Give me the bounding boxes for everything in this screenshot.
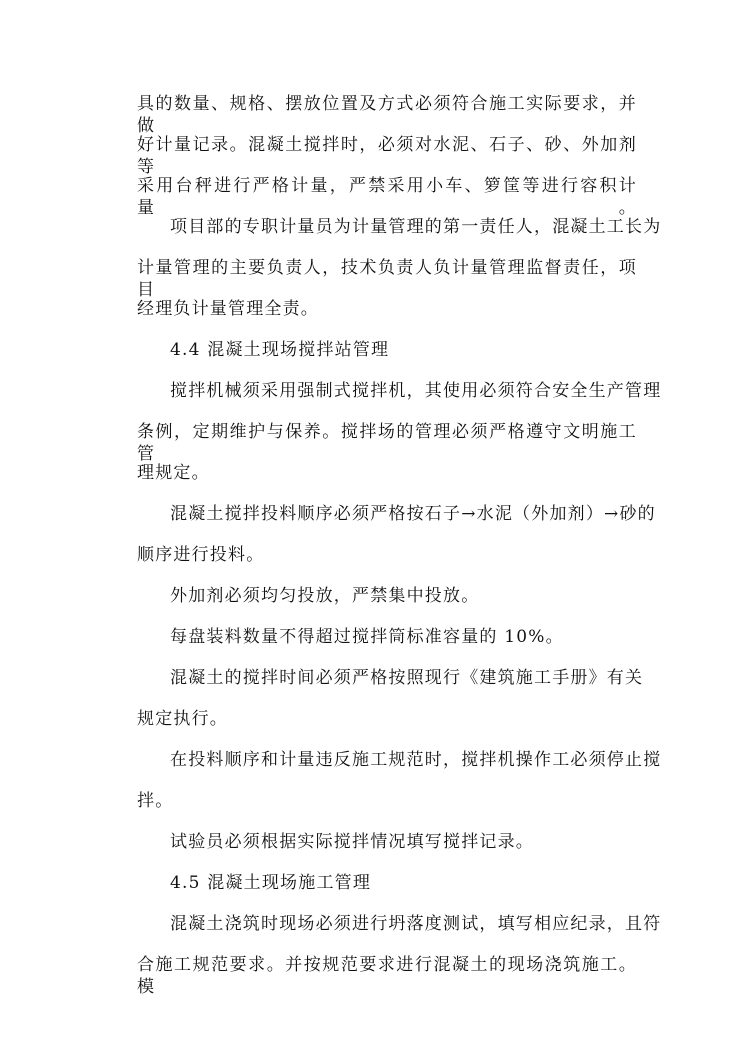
text-line: 经理负计量管理全责。 bbox=[137, 299, 319, 319]
text-line: 计量管理的主要负责人，技术负责人负计量管理监督责任，项目 bbox=[137, 258, 637, 300]
text-line: 规定执行。 bbox=[137, 709, 228, 729]
text-line: 条例，定期维护与保养。搅拌场的管理必须严格遵守文明施工管 bbox=[137, 422, 637, 464]
text-line: 外加剂必须均匀投放，严禁集中投放。 bbox=[170, 586, 480, 606]
text-line: 每盘装料数量不得超过搅拌筒标准容量的 10%。 bbox=[170, 627, 564, 647]
section-heading: 4.4 混凝土现场搅拌站管理 bbox=[170, 340, 390, 360]
text-line: 合施工规范要求。并按规范要求进行混凝土的现场浇筑施工。模 bbox=[137, 955, 637, 997]
text-line: 拌。 bbox=[137, 791, 174, 811]
text-line: 具的数量、规格、摆放位置及方式必须符合施工实际要求，并做 bbox=[137, 94, 637, 136]
text-line: 混凝土的搅拌时间必须严格按照现行《建筑施工手册》有关 bbox=[170, 668, 644, 688]
text-line: 理规定。 bbox=[137, 463, 210, 483]
text-line: 项目部的专职计量员为计量管理的第一责任人，混凝土工长为 bbox=[170, 217, 662, 237]
text-line: 混凝土搅拌投料顺序必须严格按石子→水泥（外加剂）→砂的 bbox=[170, 504, 656, 524]
text-line: 好计量记录。混凝土搅拌时，必须对水泥、石子、砂、外加剂等 bbox=[137, 135, 637, 177]
text-line: 在投料顺序和计量违反施工规范时，搅拌机操作工必须停止搅 bbox=[170, 750, 662, 770]
text-line: 试验员必须根据实际搅拌情况填写搅拌记录。 bbox=[170, 832, 534, 852]
text-line: 顺序进行投料。 bbox=[137, 545, 265, 565]
section-heading: 4.5 混凝土现场施工管理 bbox=[170, 873, 372, 893]
text-line: 混凝土浇筑时现场必须进行坍落度测试，填写相应纪录，且符 bbox=[170, 914, 662, 934]
text-line: 采用台秤进行严格计量，严禁采用小车、箩筐等进行容积计量。 bbox=[137, 176, 637, 218]
text-line: 搅拌机械须采用强制式搅拌机，其使用必须符合安全生产管理 bbox=[170, 381, 662, 401]
